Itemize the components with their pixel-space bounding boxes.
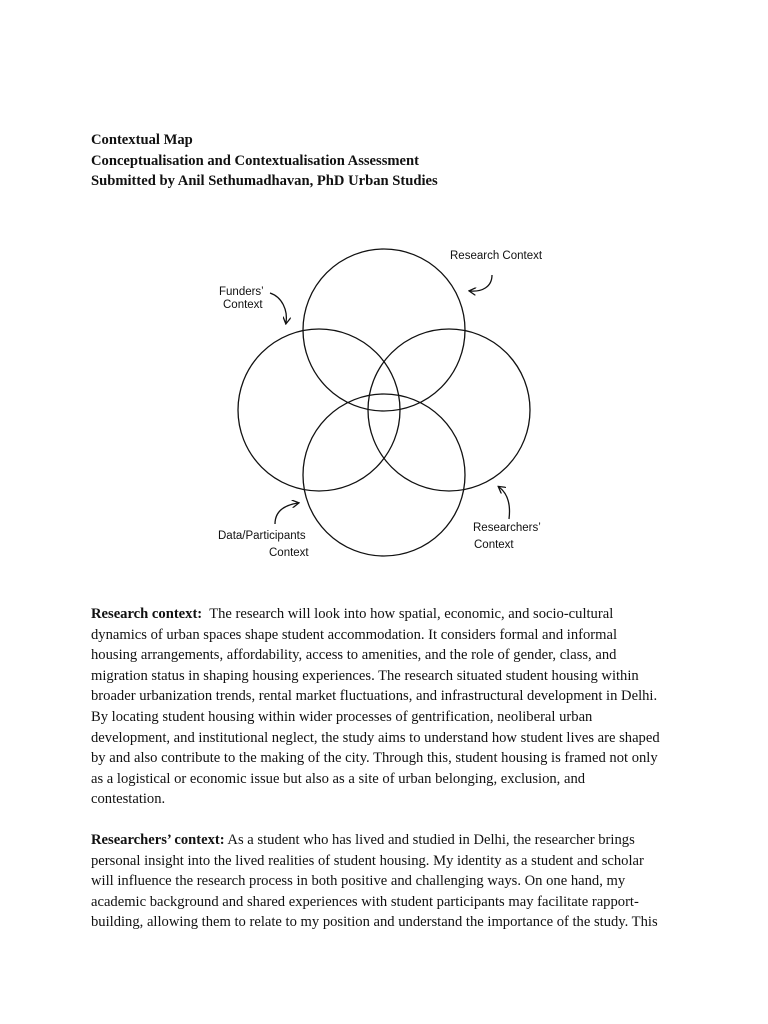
researchers-context-label-line2: Context (474, 539, 514, 551)
paragraph-line: broader urbanization trends, rental market fluctuations, and infrastructural development in Delhi. (91, 688, 658, 705)
paragraph-line (91, 830, 681, 851)
research-context-heading: Research context: (91, 606, 203, 622)
contextual-map-diagram (200, 235, 570, 580)
paragraph-line: By locating student housing within wider processes of gentrification, neoliberal urban (91, 708, 593, 725)
paragraph-line: dynamics of urban spaces shape student accommodation. It considers formal and informal (91, 626, 618, 643)
data-participants-label-line2: Context (269, 547, 309, 559)
researchers-context-heading: Researchers’ context: (91, 832, 225, 848)
document-title: Contextual Map (91, 132, 193, 148)
paragraph-line: by and also contribute to the making of the city. Through this, student housing is framed not only (91, 750, 658, 767)
paragraph-line: migration status in shaping housing experiences. The research situated student housing within (91, 667, 639, 684)
researchers-context-label-line1: Researchers’ (473, 522, 541, 534)
paragraph-line: academic background and shared experiences with student participants may facilitate rapport- (91, 893, 639, 910)
data-participants-context-circle (303, 394, 465, 556)
funders-context-label-line1: Funders’ (219, 286, 264, 298)
research-context-label: Research Context (450, 250, 543, 262)
data-participants-label-line1: Data/Participants (218, 530, 306, 542)
research-context-paragraph (91, 604, 681, 810)
data-participants-arrow (275, 503, 298, 524)
researchers-context-paragraph (91, 830, 681, 933)
paragraph-line (91, 604, 681, 625)
funders-context-label-line2: Context (223, 299, 263, 311)
funders-context-arrow (270, 293, 286, 323)
document-header (91, 130, 438, 192)
researchers-context-arrow (499, 487, 510, 519)
paragraph-line: building, allowing them to relate to my position and understand the importance of the study. This (91, 914, 658, 931)
paragraph-line: development, and institutional neglect, the study aims to understand how student lives are shaped (91, 729, 660, 746)
paragraph-line: personal insight into the lived realities of student housing. My identity as a student and scholar (91, 852, 644, 869)
paragraph-text: The research will look into how spatial, economic, and socio-cultural (202, 606, 614, 622)
author-line: Submitted by Anil Sethumadhavan, PhD Urban Studies (91, 173, 438, 189)
document-subtitle: Conceptualisation and Contextualisation Assessment (91, 152, 419, 169)
research-context-arrow (470, 275, 492, 291)
paragraph-line: as a logistical or economic issue but also as a site of urban belonging, exclusion, and (91, 770, 586, 787)
paragraph-line: contestation. (91, 791, 166, 808)
paragraph-text: As a student who has lived and studied in Delhi, the researcher brings (224, 832, 635, 848)
paragraph-line: housing arrangements, affordability, access to amenities, and the role of gender, class, and (91, 647, 617, 664)
paragraph-line: will influence the research process in both positive and challenging ways. On one hand, my (91, 873, 626, 890)
